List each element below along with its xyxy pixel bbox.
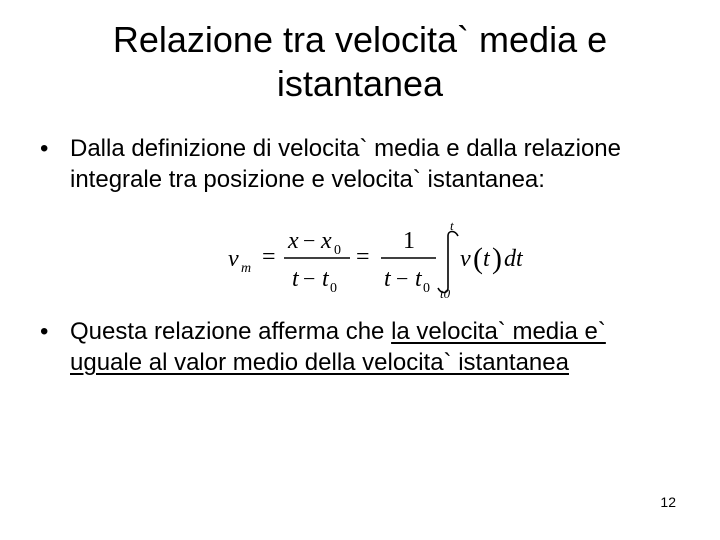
frac1-den-t0: t: [322, 266, 329, 292]
frac2-den-minus: −: [396, 266, 409, 291]
slide-title-line-1: Relazione tra velocita` media e: [112, 19, 608, 60]
average-velocity-formula: [226, 222, 536, 300]
integrand-t: t: [483, 246, 490, 272]
integral-sign: [438, 232, 458, 293]
slide-title-line-2: istantanea: [276, 63, 444, 104]
bullet-marker: •: [40, 135, 49, 162]
formula-lhs-sub: m: [241, 261, 252, 276]
frac2-den-t0: t: [415, 266, 422, 292]
frac2-den-sub: 0: [423, 281, 430, 296]
bullet-text-underlined: la velocita` media e` uguale al valor medio della velocita` istantanea: [70, 318, 606, 376]
integrand-rparen: ): [492, 242, 502, 275]
bullet-text: [40, 316, 680, 378]
integrand-v: v: [460, 246, 471, 272]
integrand-lparen: (: [473, 242, 483, 275]
bullet-item: [40, 316, 680, 378]
bullet-text-plain: Questa relazione afferma che: [70, 318, 392, 345]
integrand-dt: dt: [504, 246, 523, 272]
formula-equals-2: =: [356, 244, 370, 270]
frac1-num-x0: x: [321, 228, 332, 254]
integral-upper-limit: t: [450, 222, 454, 233]
frac1-den-t: t: [292, 266, 299, 292]
integral-lower-limit: t0: [440, 286, 451, 300]
frac1-num-sub: 0: [334, 243, 341, 258]
page-number: 12: [660, 494, 676, 510]
formula-equals-1: =: [262, 244, 276, 270]
frac2-num: 1: [403, 228, 415, 254]
frac1-den-sub: 0: [330, 281, 337, 296]
bullet-item: [40, 133, 680, 195]
formula-lhs-v: v: [228, 246, 239, 272]
slide-title: [0, 18, 720, 106]
bullet-text: Dalla definizione di velocita` media e dalla relazione integrale tra posizione e velocita` istantanea:: [70, 135, 621, 193]
frac1-num-x: x: [288, 228, 299, 254]
bullet-marker: •: [40, 318, 49, 345]
frac1-num-minus: −: [303, 228, 316, 253]
frac2-den-t: t: [384, 266, 391, 292]
frac1-den-minus: −: [303, 266, 316, 291]
